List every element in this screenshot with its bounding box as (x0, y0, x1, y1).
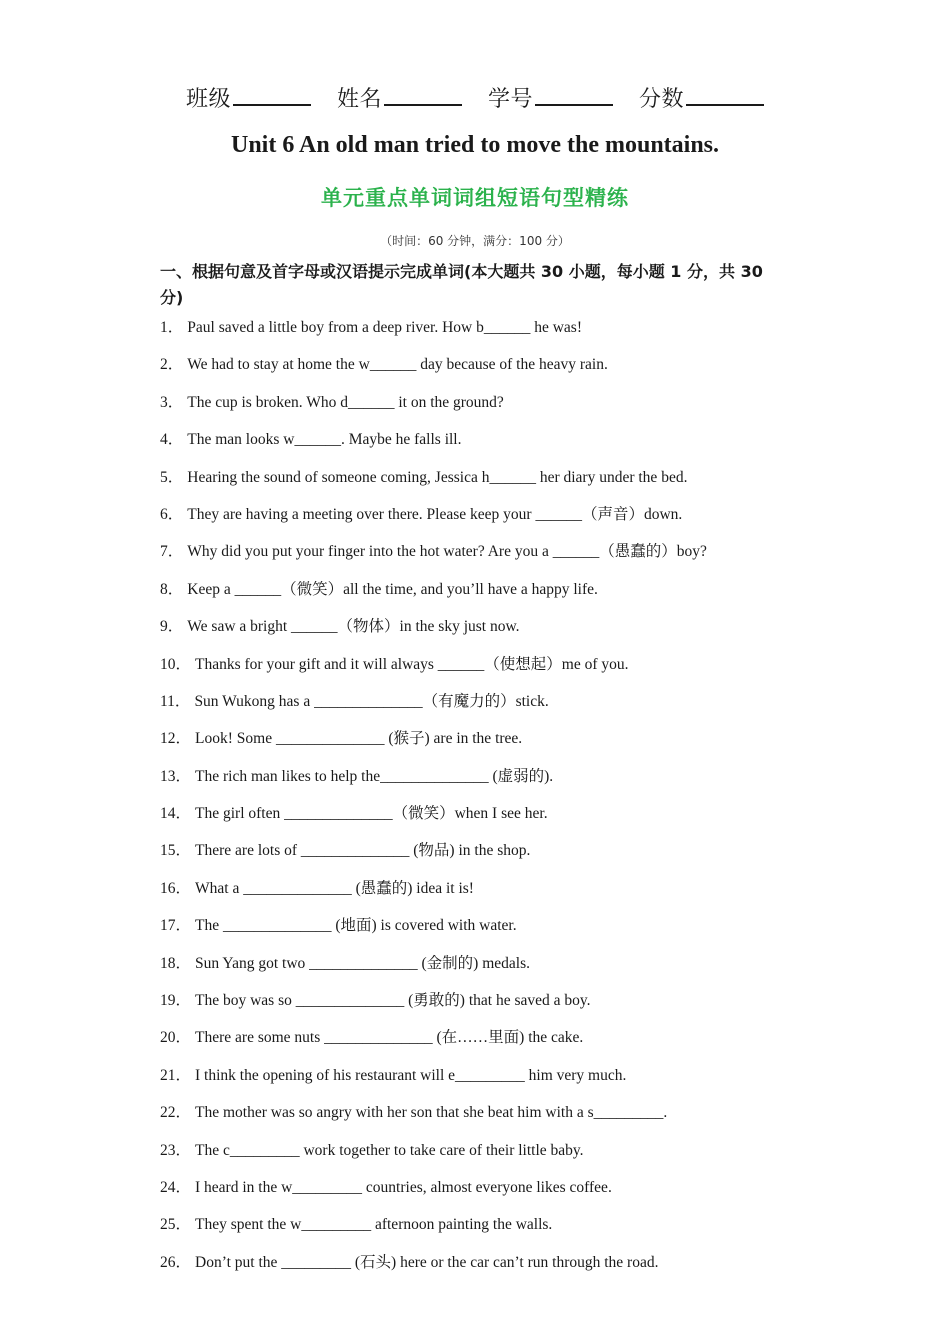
question-number: 26． (160, 1253, 192, 1271)
question-item (160, 615, 800, 652)
unit-title: Unit 6 An old man tried to move the mountains. (230, 132, 720, 158)
question-item (160, 989, 800, 1026)
class-field (186, 82, 311, 113)
question-number: 9． (160, 618, 184, 636)
name-field (337, 82, 462, 113)
question-item (160, 353, 800, 390)
score-label: 分数 (639, 86, 685, 111)
question-item (160, 690, 800, 727)
question-list (160, 316, 800, 1288)
question-item (160, 316, 800, 353)
question-item (160, 765, 800, 802)
question-item (160, 578, 800, 615)
question-item (160, 428, 800, 465)
question-number: 25． (160, 1216, 192, 1234)
question-number: 20． (160, 1029, 192, 1047)
name-blank[interactable] (384, 86, 462, 106)
question-text: Thanks for your gift and it will always ______（使想起）me of you. (195, 655, 629, 673)
student-info-fields (0, 82, 950, 113)
question-text: They are having a meeting over there. Please keep your ______（声音）down. (187, 505, 683, 523)
question-number: 6． (160, 505, 184, 523)
question-number: 23． (160, 1141, 192, 1159)
question-item (160, 391, 800, 428)
question-item (160, 877, 800, 914)
question-number: 13． (160, 767, 192, 785)
question-number: 10． (160, 655, 192, 673)
question-text: I think the opening of his restaurant will e_________ him very much. (195, 1066, 627, 1084)
question-item (160, 727, 800, 764)
question-number: 3． (160, 393, 184, 411)
question-number: 19． (160, 992, 192, 1010)
student-id-label: 学号 (488, 86, 534, 111)
score-field (639, 82, 764, 113)
question-item (160, 1176, 800, 1213)
question-text: Paul saved a little boy from a deep river. How b______ he was! (187, 319, 582, 336)
question-number: 4． (160, 431, 184, 449)
question-text: The cup is broken. Who d______ it on the ground? (187, 393, 504, 411)
question-number: 18． (160, 954, 192, 972)
question-text: They spent the w_________ afternoon painting the walls. (195, 1216, 553, 1234)
class-blank[interactable] (233, 86, 311, 106)
question-item (160, 466, 800, 503)
question-item (160, 503, 800, 540)
question-text: The ______________ (地面) is covered with water. (195, 917, 517, 935)
question-number: 21． (160, 1066, 192, 1084)
question-number: 17． (160, 917, 192, 935)
class-label: 班级 (185, 86, 231, 111)
question-number: 11． (160, 692, 191, 710)
question-item (160, 1251, 800, 1288)
question-item (160, 1213, 800, 1250)
question-text: The man looks w______. Maybe he falls ill. (187, 431, 462, 449)
question-text: What a ______________ (愚蠢的) idea it is! (195, 879, 474, 897)
score-blank[interactable] (686, 86, 764, 106)
name-label: 姓名 (336, 86, 382, 111)
question-item (160, 1026, 800, 1063)
question-text: The rich man likes to help the______________ (虚弱的). (195, 767, 554, 785)
question-text: I heard in the w_________ countries, almost everyone likes coffee. (195, 1178, 612, 1196)
question-text: Sun Wukong has a ______________（有魔力的）stick. (194, 692, 549, 710)
unit-subtitle: 单元重点单词词组短语句型精练 (321, 186, 629, 210)
section-heading: 一、根据句意及首字母或汉语提示完成单词(本大题共 30 小题，每小题 1 分，共 30 分) (160, 262, 763, 307)
question-number: 15． (160, 842, 192, 860)
question-text: Sun Yang got two ______________ (金制的) medals. (195, 954, 530, 972)
question-number: 1． (160, 319, 184, 336)
question-text: Look! Some ______________ (猴子) are in the tree. (195, 730, 523, 748)
question-number: 2． (160, 356, 184, 374)
question-item (160, 540, 800, 577)
time-note: （时间：60 分钟，满分：100 分） (380, 234, 570, 248)
question-item (160, 952, 800, 989)
question-item (160, 802, 800, 839)
question-item (160, 914, 800, 951)
question-text: There are some nuts ______________ (在……里面) the cake. (195, 1029, 584, 1047)
question-number: 7． (160, 543, 184, 561)
question-text: The c_________ work together to take care of their little baby. (195, 1141, 584, 1159)
question-text: We saw a bright ______（物体）in the sky just now. (187, 618, 520, 636)
question-text: We had to stay at home the w______ day because of the heavy rain. (187, 356, 608, 374)
question-number: 24． (160, 1178, 192, 1196)
question-text: The boy was so ______________ (勇敢的) that he saved a boy. (195, 992, 591, 1010)
question-number: 16． (160, 879, 192, 897)
question-item (160, 1139, 800, 1176)
question-text: There are lots of ______________ (物品) in the shop. (195, 842, 531, 860)
question-item (160, 839, 800, 876)
question-text: Keep a ______（微笑）all the time, and you’ll have a happy life. (187, 580, 598, 598)
question-text: Don’t put the _________ (石头) here or the car can’t run through the road. (195, 1253, 659, 1271)
question-item (160, 1064, 800, 1101)
question-number: 12． (160, 730, 192, 748)
question-number: 14． (160, 805, 192, 823)
question-number: 5． (160, 468, 184, 486)
question-number: 8． (160, 580, 184, 598)
question-text: The mother was so angry with her son that she beat him with a s_________. (195, 1104, 668, 1122)
student-id-field (488, 82, 613, 113)
question-text: The girl often ______________（微笑）when I see her. (195, 805, 548, 823)
question-text: Why did you put your finger into the hot water? Are you a ______（愚蠢的）boy? (187, 543, 707, 561)
question-number: 22． (160, 1104, 192, 1122)
question-text: Hearing the sound of someone coming, Jessica h______ her diary under the bed. (187, 468, 688, 486)
question-item (160, 653, 800, 690)
question-item (160, 1101, 800, 1138)
student-id-blank[interactable] (535, 86, 613, 106)
